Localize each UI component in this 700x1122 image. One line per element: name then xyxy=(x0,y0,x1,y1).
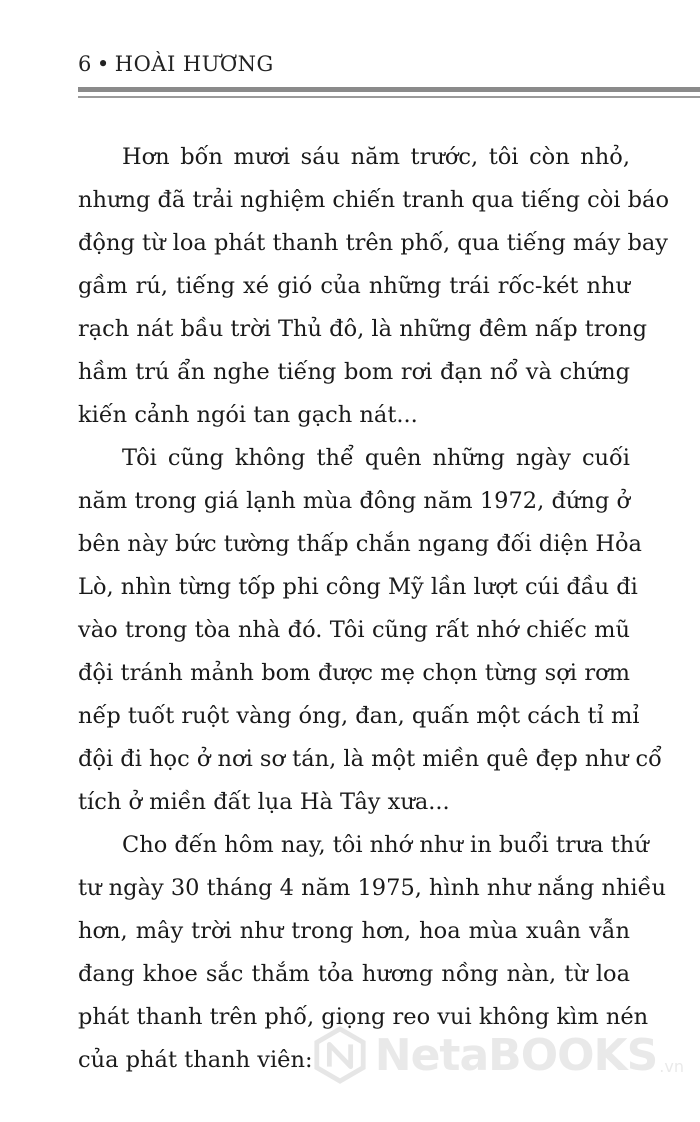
header-separator: • xyxy=(96,52,110,76)
text-line: bên này bức tường thấp chắn ngang đối diện Hỏa xyxy=(78,531,642,557)
text-line: tư ngày 30 tháng 4 năm 1975, hình như nắng nhiều xyxy=(78,875,666,901)
paragraph-2 xyxy=(78,437,662,824)
text-line: năm trong giá lạnh mùa đông năm 1972, đứng ở xyxy=(78,488,630,514)
text-line: kiến cảnh ngói tan gạch nát... xyxy=(78,402,418,428)
text-line: Lò, nhìn từng tốp phi công Mỹ lần lượt cúi đầu đi xyxy=(78,574,638,600)
header-rule-thick xyxy=(78,87,700,92)
text-line: gầm rú, tiếng xé gió của những trái rốc-két như xyxy=(78,273,630,299)
watermark-suffix: .vn xyxy=(659,1057,684,1076)
text-line: của phát thanh viên: xyxy=(78,1047,313,1073)
text-line: Hơn bốn mươi sáu năm trước, tôi còn nhỏ, xyxy=(122,144,630,170)
text-line: đội đi học ở nơi sơ tán, là một miền quê đẹp như cổ xyxy=(78,746,662,772)
running-header xyxy=(78,52,274,76)
text-line: Cho đến hôm nay, tôi nhớ như in buổi trưa thứ xyxy=(122,832,649,858)
page-number: 6 xyxy=(78,52,92,76)
text-line: hơn, mây trời như trong hơn, hoa mùa xuân vẫn xyxy=(78,918,630,944)
text-line: nhưng đã trải nghiệm chiến tranh qua tiếng còi báo xyxy=(78,187,669,213)
body-text xyxy=(78,136,669,1082)
text-line: phát thanh trên phố, giọng reo vui không kìm nén xyxy=(78,1004,649,1030)
author-name: HOÀI HƯƠNG xyxy=(114,52,274,76)
paragraph-1 xyxy=(78,136,669,437)
header-rule-thin xyxy=(78,96,700,98)
text-line: hầm trú ẩn nghe tiếng bom rơi đạn nổ và chứng xyxy=(78,359,630,385)
netabooks-logo-icon xyxy=(311,1026,369,1084)
watermark-brand: NetaBOOKS xyxy=(374,1029,658,1081)
netabooks-watermark xyxy=(311,1026,684,1084)
text-line: vào trong tòa nhà đó. Tôi cũng rất nhớ chiếc mũ xyxy=(78,617,630,643)
text-line: Tôi cũng không thể quên những ngày cuối xyxy=(122,445,630,471)
text-line: đội tránh mảnh bom được mẹ chọn từng sợi rơm xyxy=(78,660,630,686)
text-line: nếp tuốt ruột vàng óng, đan, quấn một cách tỉ mỉ xyxy=(78,703,640,729)
text-line: đang khoe sắc thắm tỏa hương nồng nàn, từ loa xyxy=(78,961,630,987)
text-line: tích ở miền đất lụa Hà Tây xưa... xyxy=(78,789,450,815)
text-line: rạch nát bầu trời Thủ đô, là những đêm nấp trong xyxy=(78,316,647,342)
text-line: động từ loa phát thanh trên phố, qua tiếng máy bay xyxy=(78,230,669,256)
